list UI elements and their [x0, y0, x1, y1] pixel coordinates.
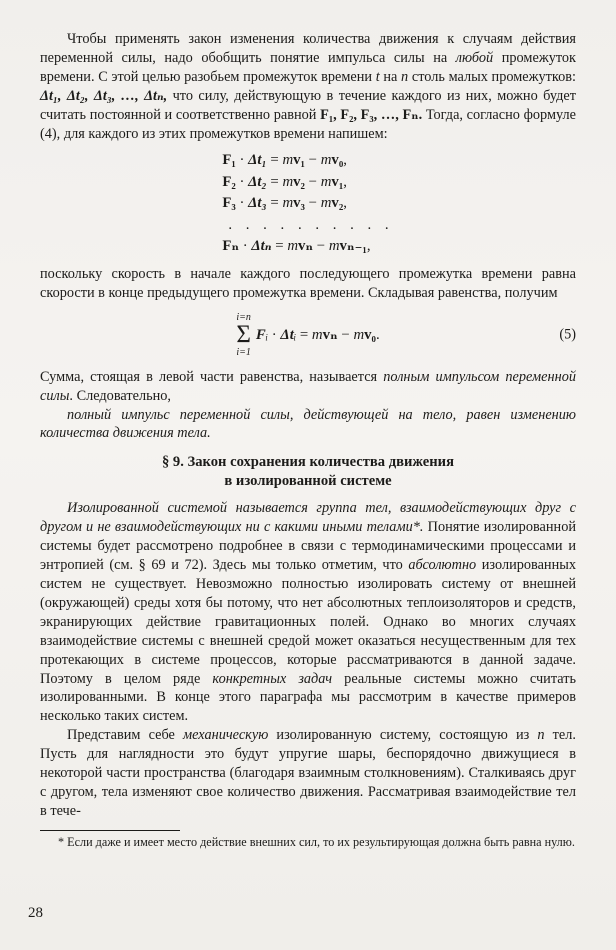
- sum-lower-limit: i=1: [236, 346, 251, 358]
- heading-line-2: в изолированной системе: [224, 473, 392, 490]
- paragraph-impulse-intro: Чтобы применять закон изменения количества движения к случаям действия переменной силы, надо обобщить понятие импульса силы на любой промежуток времени. С этой целью разобьем промежуток времени t на n столь малых промежутков: Δt₁, Δt₂, Δt₃, …, Δtₙ, что силу, действующую в течение каждого из них, можно будет считать постоянной и соответственно равной F₁, F₂, F₃, …, Fₙ. Тогда, согласно формуле (4), для каждого из этих промежутков времени напишем:: [40, 31, 576, 142]
- paragraph-sum-definition: Сумма, стоящая в левой части равенства, называется полным импульсом переменной силы. Следовательно,: [40, 368, 576, 404]
- paragraph-theorem-statement: полный импульс переменной силы, действующей на тело, равен изменению количества движения тела.: [40, 406, 576, 442]
- footnote: [40, 830, 576, 851]
- equation-5: [40, 312, 576, 358]
- page-number: 28: [28, 905, 43, 921]
- footnote-text: * Если даже и имеет место действие внешних сил, то их результирующая должна быть равна нулю.: [58, 834, 575, 849]
- paragraph-isolated-system: Изолированной системой называется группа тел, взаимодействующих друг с другом и не взаимодействующих ни с какими иными телами*. Понятие изолированной системы будет рассмотрено подробнее в связи с термодинамическими процессами и энтропией (см. § 69 и 72). Здесь мы только отметим, что абсолютно изолированных систем не существует. Невозможно полностью изолировать систему от внешней (окружающей) среды хотя бы потому, что нет абсолютных теплоизоляторов и средств, экранирующих действие гравитационных полей. Однако во многих случаях взаимодействие системы с внешней средой может оказаться несущественным для тех протекающих в системе процессов, которые рассматриваются в данной задаче. Поэтому в целом ряде конкретных задач реальные системы можно считать изолированными. В конце этого параграфа мы рассмотрим в качестве примеров несколько таких систем.: [40, 500, 576, 725]
- summation-symbol: [236, 312, 251, 358]
- equation-system: [222, 150, 393, 258]
- equation-line-n: Fₙ · Δtₙ = mvₙ − mvₙ₋₁,: [222, 238, 371, 255]
- equation-5-body: Fᵢ · Δtᵢ = mvₙ − mv₀.: [255, 326, 380, 343]
- footnote-divider: [40, 830, 180, 831]
- sum-upper-limit: i=n: [236, 311, 251, 323]
- heading-line-1: § 9. Закон сохранения количества движения: [161, 454, 454, 471]
- equation-line-1: F₁ · Δt₁ = mv₁ − mv₀,: [222, 152, 347, 169]
- equation-5-expression: [236, 312, 379, 358]
- equation-line-3: F₃ · Δt₃ = mv₃ − mv₂,: [222, 195, 347, 212]
- section-heading: [40, 453, 576, 491]
- equation-ellipsis: . . . . . . . . . .: [228, 216, 394, 233]
- equation-number: (5): [559, 326, 576, 343]
- sigma-icon: Σ: [236, 320, 251, 348]
- paragraph-mechanical-system: Представим себе механическую изолированную систему, состоящую из n тел. Пусть для наглядности это будут упругие шары, беспорядочно движущиеся в некоторой части пространства (благодаря взаимным столкновениям). Сталкиваясь друг с другом, тела изменяют свое количество движения. Рассматривая взаимодействие тел в тече-: [40, 727, 576, 819]
- paragraph-since-speed: поскольку скорость в начале каждого последующего промежутка времени равна скорости в конце предыдущего промежутка времени. Складывая равенства, получим: [40, 265, 576, 301]
- equation-line-2: F₂ · Δt₂ = mv₂ − mv₁,: [222, 173, 347, 190]
